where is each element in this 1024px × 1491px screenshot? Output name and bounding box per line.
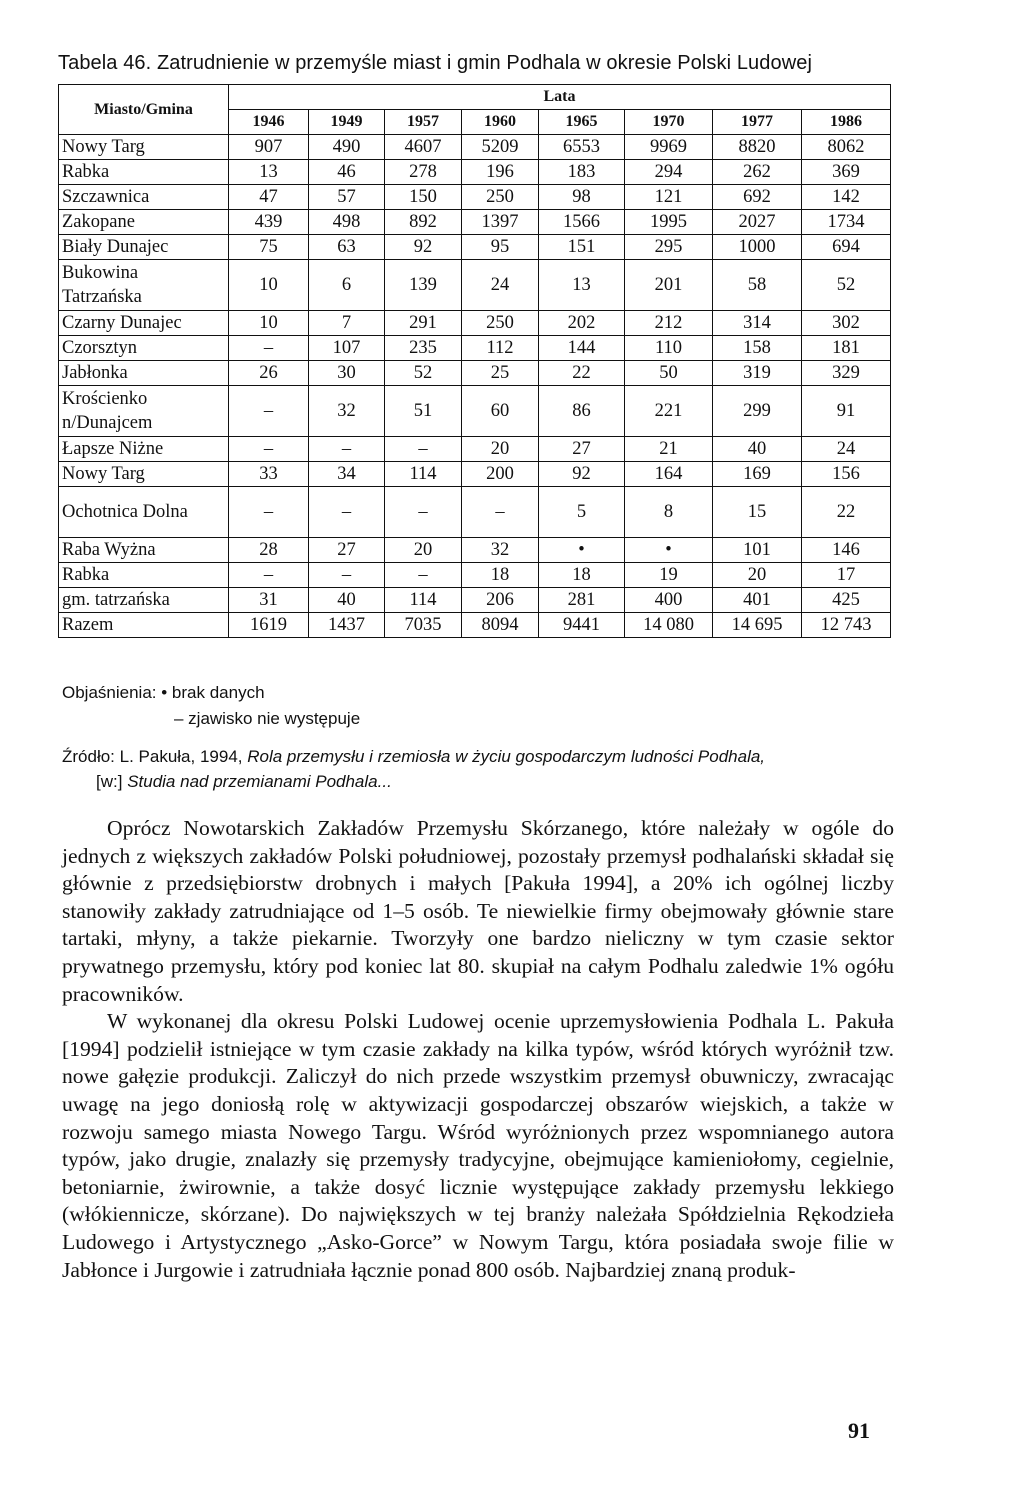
- table-row: [59, 563, 891, 588]
- row-value: 142: [802, 185, 891, 210]
- row-value: 5209: [462, 135, 539, 160]
- row-value: 319: [713, 361, 802, 386]
- row-value: 18: [539, 563, 625, 588]
- row-value: 146: [802, 538, 891, 563]
- row-value: 28: [229, 538, 309, 563]
- row-value: 17: [802, 563, 891, 588]
- row-value: 95: [462, 235, 539, 260]
- row-value: 75: [229, 235, 309, 260]
- row-value: 27: [309, 538, 385, 563]
- row-name: Łapsze Niżne: [59, 437, 229, 462]
- row-value: 30: [309, 361, 385, 386]
- year-header: 1946: [229, 110, 309, 135]
- row-value: 13: [229, 160, 309, 185]
- table-row: [59, 538, 891, 563]
- row-value: –: [229, 563, 309, 588]
- row-value: 692: [713, 185, 802, 210]
- row-value: 181: [802, 336, 891, 361]
- row-value: 201: [625, 260, 713, 311]
- row-value: 121: [625, 185, 713, 210]
- row-value: 4607: [385, 135, 462, 160]
- row-value: 9441: [539, 613, 625, 638]
- row-value: 2027: [713, 210, 802, 235]
- row-value: 158: [713, 336, 802, 361]
- source-title: Rola przemysłu i rzemiosła w życiu gospodarczym ludności Podhala,: [247, 747, 766, 766]
- row-value: 86: [539, 386, 625, 437]
- row-value: 14 695: [713, 613, 802, 638]
- row-name: Krościenko n/Dunajcem: [59, 386, 229, 437]
- row-value: 50: [625, 361, 713, 386]
- row-value: 196: [462, 160, 539, 185]
- row-value: 278: [385, 160, 462, 185]
- year-header: 1960: [462, 110, 539, 135]
- row-value: 1566: [539, 210, 625, 235]
- table-row: [59, 210, 891, 235]
- row-value: 40: [309, 588, 385, 613]
- year-header: 1965: [539, 110, 625, 135]
- row-value: 6553: [539, 135, 625, 160]
- row-value: 107: [309, 336, 385, 361]
- row-value: –: [229, 386, 309, 437]
- row-value: 291: [385, 311, 462, 336]
- row-name: Zakopane: [59, 210, 229, 235]
- row-value: 400: [625, 588, 713, 613]
- table-row: [59, 487, 891, 538]
- table-row: [59, 260, 891, 311]
- row-value: 299: [713, 386, 802, 437]
- table-row: [59, 588, 891, 613]
- row-value: 32: [309, 386, 385, 437]
- row-value: 144: [539, 336, 625, 361]
- table-header: [59, 85, 891, 135]
- source-prefix: Źródło: L. Pakuła, 1994,: [62, 747, 243, 766]
- note-not-present: – zjawisko nie występuje: [174, 709, 361, 728]
- table-row: [59, 437, 891, 462]
- row-value: 169: [713, 462, 802, 487]
- row-value: 212: [625, 311, 713, 336]
- row-value: 1619: [229, 613, 309, 638]
- row-value: 13: [539, 260, 625, 311]
- row-value: 92: [539, 462, 625, 487]
- row-value: 57: [309, 185, 385, 210]
- row-name: Ochotnica Dolna: [59, 487, 229, 538]
- row-value: 14 080: [625, 613, 713, 638]
- source-in: [w:]: [96, 772, 123, 791]
- row-value: 5: [539, 487, 625, 538]
- row-value: 294: [625, 160, 713, 185]
- row-value: 114: [385, 588, 462, 613]
- group-header-years: Lata: [229, 85, 891, 110]
- row-value: 12 743: [802, 613, 891, 638]
- row-value: 8820: [713, 135, 802, 160]
- notes-label: Objaśnienia:: [62, 683, 157, 702]
- row-value: 10: [229, 311, 309, 336]
- row-value: 20: [713, 563, 802, 588]
- row-value: 40: [713, 437, 802, 462]
- row-value: 151: [539, 235, 625, 260]
- row-value: 314: [713, 311, 802, 336]
- row-value: 8062: [802, 135, 891, 160]
- row-value: 1734: [802, 210, 891, 235]
- row-value: 19: [625, 563, 713, 588]
- row-value: 206: [462, 588, 539, 613]
- row-value: 262: [713, 160, 802, 185]
- row-value: 26: [229, 361, 309, 386]
- row-value: –: [309, 437, 385, 462]
- row-value: 22: [539, 361, 625, 386]
- col-header-city: Miasto/Gmina: [59, 85, 229, 135]
- row-value: 9969: [625, 135, 713, 160]
- row-name: Razem: [59, 613, 229, 638]
- table-row: [59, 135, 891, 160]
- row-value: 52: [802, 260, 891, 311]
- row-value: 156: [802, 462, 891, 487]
- row-value: 250: [462, 311, 539, 336]
- row-name: Rabka: [59, 563, 229, 588]
- row-value: 46: [309, 160, 385, 185]
- row-value: 892: [385, 210, 462, 235]
- row-value: 8: [625, 487, 713, 538]
- row-value: 1437: [309, 613, 385, 638]
- row-value: 15: [713, 487, 802, 538]
- table-row: [59, 160, 891, 185]
- row-value: 92: [385, 235, 462, 260]
- row-name: Nowy Targ: [59, 135, 229, 160]
- row-value: •: [539, 538, 625, 563]
- row-value: 235: [385, 336, 462, 361]
- row-value: 91: [802, 386, 891, 437]
- row-value: 202: [539, 311, 625, 336]
- row-value: –: [462, 487, 539, 538]
- row-value: 7: [309, 311, 385, 336]
- row-value: 58: [713, 260, 802, 311]
- row-value: –: [229, 336, 309, 361]
- row-value: 20: [462, 437, 539, 462]
- row-value: •: [625, 538, 713, 563]
- row-value: 51: [385, 386, 462, 437]
- table-row: [59, 336, 891, 361]
- row-value: 60: [462, 386, 539, 437]
- row-value: –: [385, 437, 462, 462]
- year-header: 1970: [625, 110, 713, 135]
- row-value: 32: [462, 538, 539, 563]
- note-no-data: • brak danych: [161, 683, 265, 702]
- row-value: 139: [385, 260, 462, 311]
- row-value: 8094: [462, 613, 539, 638]
- row-value: 302: [802, 311, 891, 336]
- row-value: –: [309, 563, 385, 588]
- row-value: 250: [462, 185, 539, 210]
- row-value: 27: [539, 437, 625, 462]
- row-value: 24: [802, 437, 891, 462]
- row-value: 6: [309, 260, 385, 311]
- row-value: 150: [385, 185, 462, 210]
- row-value: 281: [539, 588, 625, 613]
- row-name: Czarny Dunajec: [59, 311, 229, 336]
- row-value: –: [385, 563, 462, 588]
- row-value: 1000: [713, 235, 802, 260]
- table-row: [59, 361, 891, 386]
- row-name: Jabłonka: [59, 361, 229, 386]
- row-value: 34: [309, 462, 385, 487]
- row-value: 1397: [462, 210, 539, 235]
- row-value: 7035: [385, 613, 462, 638]
- table-row: [59, 235, 891, 260]
- row-value: 20: [385, 538, 462, 563]
- row-value: 369: [802, 160, 891, 185]
- row-value: –: [385, 487, 462, 538]
- row-name: Biały Dunajec: [59, 235, 229, 260]
- year-header: 1977: [713, 110, 802, 135]
- page-number: 91: [848, 1418, 870, 1443]
- row-value: 18: [462, 563, 539, 588]
- table-row: [59, 613, 891, 638]
- row-value: 101: [713, 538, 802, 563]
- row-value: 110: [625, 336, 713, 361]
- row-value: –: [309, 487, 385, 538]
- row-name: Raba Wyżna: [59, 538, 229, 563]
- row-value: 112: [462, 336, 539, 361]
- row-value: 31: [229, 588, 309, 613]
- row-value: 200: [462, 462, 539, 487]
- table-row: [59, 462, 891, 487]
- row-value: 221: [625, 386, 713, 437]
- row-value: 25: [462, 361, 539, 386]
- row-value: 63: [309, 235, 385, 260]
- row-value: 295: [625, 235, 713, 260]
- paragraph-2: W wykonanej dla okresu Polski Ludowej ocenie uprzemysłowienia Podhala L. Pakuła [1994] podzielił istniejące w tym czasie zakłady na kilka typów, wśród których wyróżnił tzw. nowe gałęzie produkcji. Zaliczył do nich przede wszystkim przemysł obuwniczy, zwracając uwagę na jego doniosłą rolę w aktywizacji gospodarczej obszarów wiejskich, a także w rozwoju samego miasta Nowego Targu. Wśród wyróżnionych przez wspomnianego autora typów, jako drugie, znalazły się przemysły tradycyjne, obejmujące kamieniołomy, cegielnie, betoniarnie, żwirownie, a także dosyć licznie występujące zakłady przemysłu lekkiego (włókiennicze, skórzane). Do największych w tej branży należała Spółdzielnia Rękodzieła Ludowego i Artystycznego „Asko-Gorce” w Nowym Targu, która posiadała swoje filie w Jabłonce i Jurgowie i zatrudniała łącznie ponad 800 osób. Najbardziej znaną produk-: [62, 1009, 894, 1282]
- row-value: 24: [462, 260, 539, 311]
- row-value: 10: [229, 260, 309, 311]
- row-value: 1995: [625, 210, 713, 235]
- row-value: 98: [539, 185, 625, 210]
- row-value: –: [229, 487, 309, 538]
- table-row: [59, 185, 891, 210]
- table-row: [59, 386, 891, 437]
- row-name: Bukowina Tatrzańska: [59, 260, 229, 311]
- table-source: [62, 744, 902, 794]
- row-value: 439: [229, 210, 309, 235]
- row-name: Szczawnica: [59, 185, 229, 210]
- row-value: 490: [309, 135, 385, 160]
- year-header: 1957: [385, 110, 462, 135]
- paragraph-1: Oprócz Nowotarskich Zakładów Przemysłu Skórzanego, które należały w ogóle do jednych z większych zakładów Polski południowej, pozostały przemysł podhalański składał się głównie z przedsiębiorstw drobnych i małych [Pakuła 1994], a 20% ich ogólnej liczby stanowiły zakłady zatrudniające od 1–5 osób. Te niewielkie firmy obejmowały głównie stare tartaki, młyny, a także piekarnie. Tworzyły one bardzo nieliczny w tym czasie sektor prywatnego przemysłu, który pod koniec lat 80. skupiał na całym Podhalu zaledwie 1% ogółu pracowników.: [62, 816, 894, 1006]
- row-name: Nowy Targ: [59, 462, 229, 487]
- row-value: 52: [385, 361, 462, 386]
- row-value: 401: [713, 588, 802, 613]
- year-header: 1986: [802, 110, 891, 135]
- row-value: 47: [229, 185, 309, 210]
- row-value: 694: [802, 235, 891, 260]
- table-body: [59, 135, 891, 638]
- row-value: 329: [802, 361, 891, 386]
- table-caption: Tabela 46. Zatrudnienie w przemyśle miast i gmin Podhala w okresie Polski Ludowej: [58, 52, 813, 74]
- row-value: 22: [802, 487, 891, 538]
- source-book: Studia nad przemianami Podhala...: [127, 772, 392, 791]
- row-value: 164: [625, 462, 713, 487]
- table-row: [59, 311, 891, 336]
- row-value: 498: [309, 210, 385, 235]
- row-value: 21: [625, 437, 713, 462]
- row-name: gm. tatrzańska: [59, 588, 229, 613]
- row-name: Rabka: [59, 160, 229, 185]
- year-header: 1949: [309, 110, 385, 135]
- body-text: [62, 815, 894, 1284]
- row-value: –: [229, 437, 309, 462]
- row-value: 33: [229, 462, 309, 487]
- row-value: 425: [802, 588, 891, 613]
- employment-table: [58, 84, 891, 638]
- row-name: Czorsztyn: [59, 336, 229, 361]
- row-value: 183: [539, 160, 625, 185]
- table-notes: [62, 680, 360, 732]
- row-value: 114: [385, 462, 462, 487]
- row-value: 907: [229, 135, 309, 160]
